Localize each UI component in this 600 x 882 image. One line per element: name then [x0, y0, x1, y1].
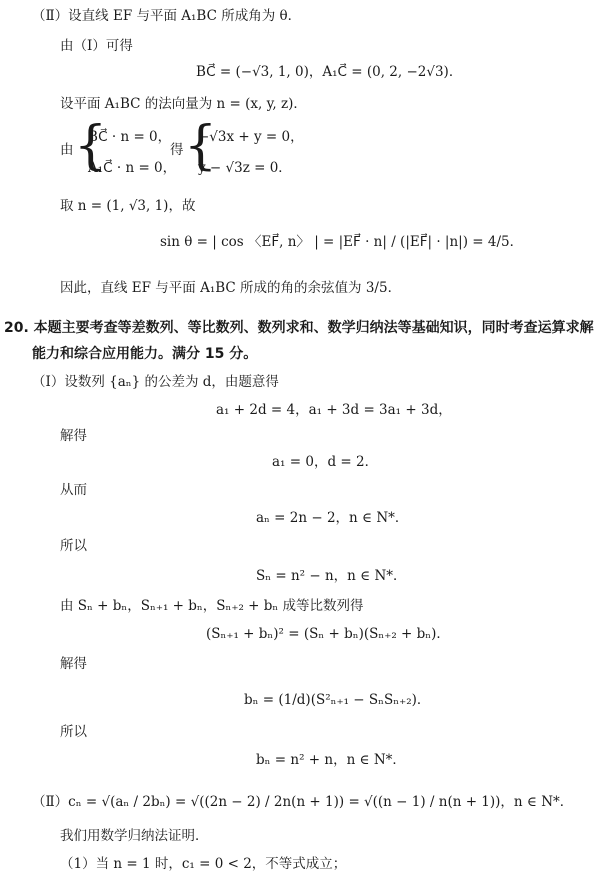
part1-heading: （Ⅰ）设数列 {aₙ} 的公差为 d，由题意得 — [32, 374, 279, 390]
text-line: 解得 — [60, 428, 87, 444]
question-20-heading-cont: 能力和综合应用能力。满分 15 分。 — [32, 346, 258, 362]
equation-line: Sₙ = n² − n，n ∈ N*． — [256, 568, 407, 584]
equation-line: a₁ = 0，d = 2． — [272, 454, 379, 470]
text-line: 我们用数学归纳法证明． — [60, 828, 209, 844]
text-line: 所以 — [60, 538, 87, 554]
text-line: 由（Ⅰ）可得 — [60, 38, 133, 54]
part2-cn-formula: （Ⅱ）cₙ = √(aₙ / 2bₙ) = √((2n − 2) / 2n(n + 1)) = √((n − 1) / n(n + 1))，n ∈ N*． — [32, 794, 574, 810]
equation-a1c: A₁C⃗ · n = 0， — [88, 160, 177, 176]
text-line: （1）当 n = 1 时，c₁ = 0 < 2，不等式成立； — [60, 856, 347, 872]
part2-heading: （Ⅱ）设直线 EF 与平面 A₁BC 所成角为 θ． — [32, 8, 302, 24]
conclusion-line: 因此，直线 EF 与平面 A₁BC 所成的角的余弦值为 3/5． — [60, 280, 402, 296]
equation-solved-1: −√3x + y = 0， — [198, 129, 304, 145]
question-20-heading: 20. 本题主要考查等差数列、等比数列、数列求和、数学归纳法等基础知识，同时考查运算求解 — [4, 320, 594, 336]
equation-line: aₙ = 2n − 2，n ∈ N*． — [256, 510, 409, 526]
equation-line: a₁ + 2d = 4，a₁ + 3d = 3a₁ + 3d， — [216, 402, 452, 418]
text-you: 由 — [60, 142, 74, 158]
equation-solved-2: y − √3z = 0． — [198, 160, 292, 176]
equation-line: bₙ = (1/d)(S²ₙ₊₁ − SₙSₙ₊₂)． — [244, 692, 431, 708]
text-line: 所以 — [60, 724, 87, 740]
choose-n: 取 n = (1, √3, 1)，故 — [60, 198, 196, 214]
equation-line: (Sₙ₊₁ + bₙ)² = (Sₙ + bₙ)(Sₙ₊₂ + bₙ)． — [206, 626, 450, 642]
text-line: 从而 — [60, 482, 87, 498]
equation-line: bₙ = n² + n，n ∈ N*． — [256, 752, 406, 768]
text-line: 解得 — [60, 656, 87, 672]
normal-vector-setup: 设平面 A₁BC 的法向量为 n = (x, y, z)． — [60, 96, 307, 112]
text-line: 由 Sₙ + bₙ，Sₙ₊₁ + bₙ，Sₙ₊₂ + bₙ 成等比数列得 — [60, 598, 364, 614]
sin-theta-formula: sin θ = | cos 〈EF⃗, n〉 | = |EF⃗ · n| / (|EF⃗| · |n|) = 4/5． — [160, 234, 524, 250]
vector-values: BC⃗ = (−√3, 1, 0)，A₁C⃗ = (0, 2, −2√3)． — [196, 64, 463, 80]
left-brace: { — [184, 116, 218, 176]
equation-bc: BC⃗ · n = 0， — [88, 129, 172, 145]
text-de: 得 — [170, 142, 184, 158]
left-brace: { — [74, 116, 108, 176]
